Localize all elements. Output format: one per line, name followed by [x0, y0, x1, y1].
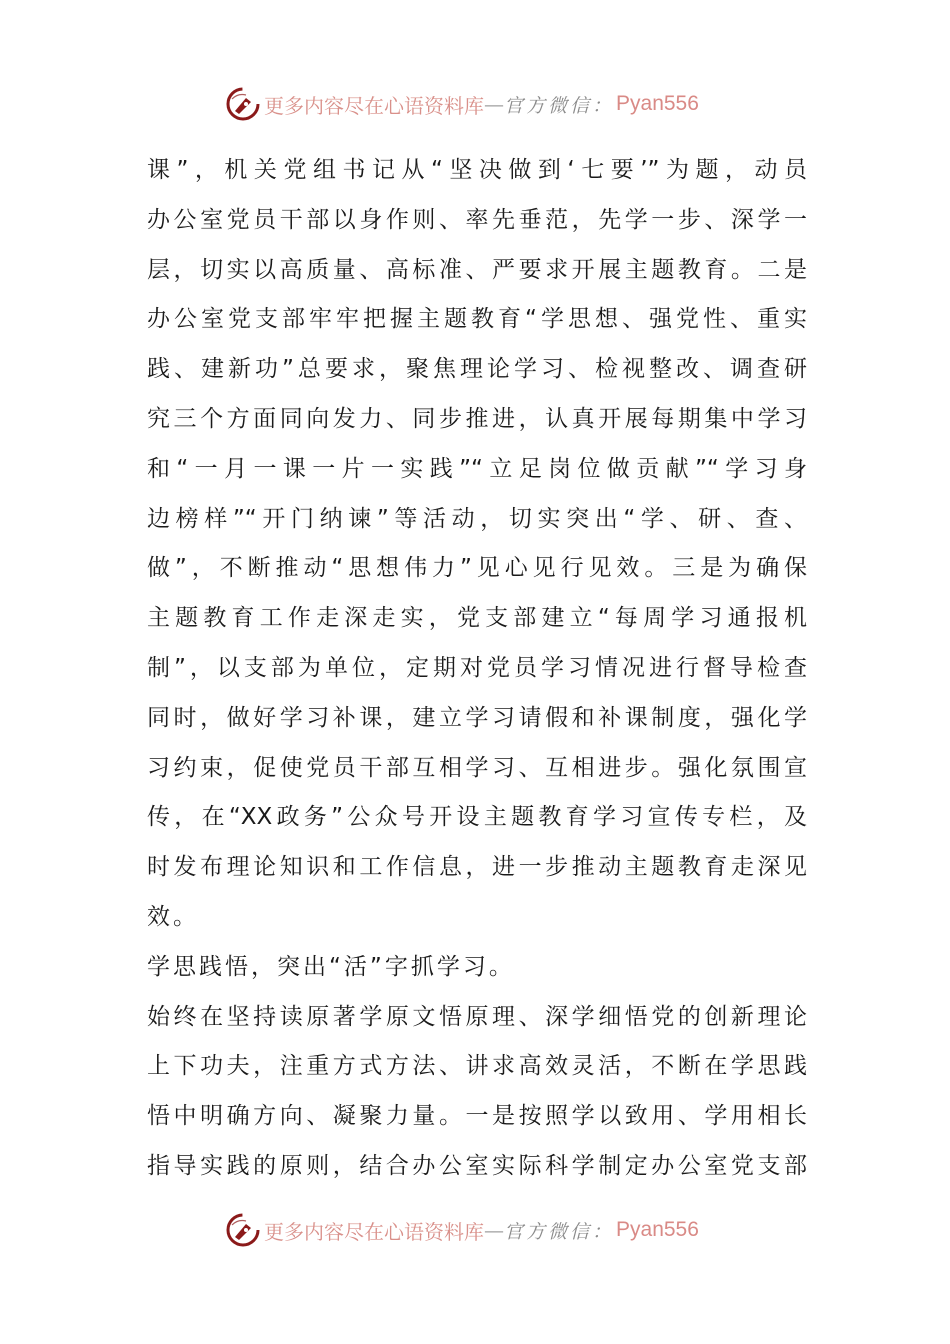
text-line: 指导实践的原则，结合办公室实际科学制定办公室党支部 — [147, 1152, 807, 1179]
text-line: 传，在“XX政务”公众号开设主题教育学习宣传专栏，及 — [147, 804, 807, 831]
banner-wechat-id: Pyan556 — [616, 1218, 699, 1241]
text-line: 边榜样”“开门纳谏”等活动，切实突出“学、研、查、 — [147, 505, 807, 532]
banner-dash: — — [484, 92, 504, 116]
text-line: 悟中明确方向、凝聚力量。一是按照学以致用、学用相长 — [147, 1103, 807, 1130]
banner-wechat-label: 官方微信： — [504, 1220, 615, 1243]
text-line: 办公室党支部牢牢把握主题教育“学思想、强党性、重实 — [147, 306, 807, 333]
banner-dash: — — [484, 1218, 504, 1242]
banner-wechat-id: Pyan556 — [616, 92, 699, 115]
text-line: 究三个方面同向发力、同步推进，认真开展每期集中学习 — [147, 405, 807, 432]
banner-slogan: 更多内容尽在心语资料库 — [264, 93, 484, 118]
text-line: 做”，不断推动“思想伟力”见心见行见效。三是为确保 — [147, 555, 807, 582]
document-body — [147, 146, 807, 1192]
text-line: 上下功夫，注重方式方法、讲求高效灵活，不断在学思践 — [147, 1053, 807, 1080]
text-line: 同时，做好学习补课，建立学习请假和补课制度，强化学 — [147, 704, 807, 731]
text-line: 习约束，促使党员干部互相学习、互相进步。强化氛围宣 — [147, 754, 807, 781]
text-line: 效。 — [147, 903, 199, 930]
text-line: 时发布理论知识和工作信息，进一步推动主题教育走深见 — [147, 854, 807, 881]
text-line: 和“一月一课一片一实践”“立足岗位做贡献”“学习身 — [147, 455, 807, 482]
text-line: 办公室党员干部以身作则、率先垂范，先学一步、深学一 — [147, 206, 807, 233]
text-line: 课”，机关党组书记从“坚决做到‘七要’”为题，动员 — [147, 157, 807, 183]
header-banner — [226, 84, 726, 124]
banner-wechat-label: 官方微信： — [504, 94, 615, 117]
text-line: 始终在坚持读原著学原文悟原理、深学细悟党的创新理论 — [147, 1003, 807, 1030]
pen-nib-logo-icon — [226, 1213, 260, 1247]
text-line: 主题教育工作走深走实，党支部建立“每周学习通报机 — [147, 605, 807, 632]
banner-slogan: 更多内容尽在心语资料库 — [264, 1219, 484, 1244]
text-line: 制”，以支部为单位，定期对党员学习情况进行督导检查 — [147, 654, 807, 681]
section-heading: 学思践悟，突出“活”字抓学习。 — [147, 953, 515, 980]
pen-nib-logo-icon — [226, 87, 260, 121]
text-line: 层，切实以高质量、高标准、严要求开展主题教育。二是 — [147, 256, 807, 283]
text-line: 践、建新功”总要求，聚焦理论学习、检视整改、调查研 — [147, 356, 807, 383]
footer-banner — [226, 1210, 726, 1250]
